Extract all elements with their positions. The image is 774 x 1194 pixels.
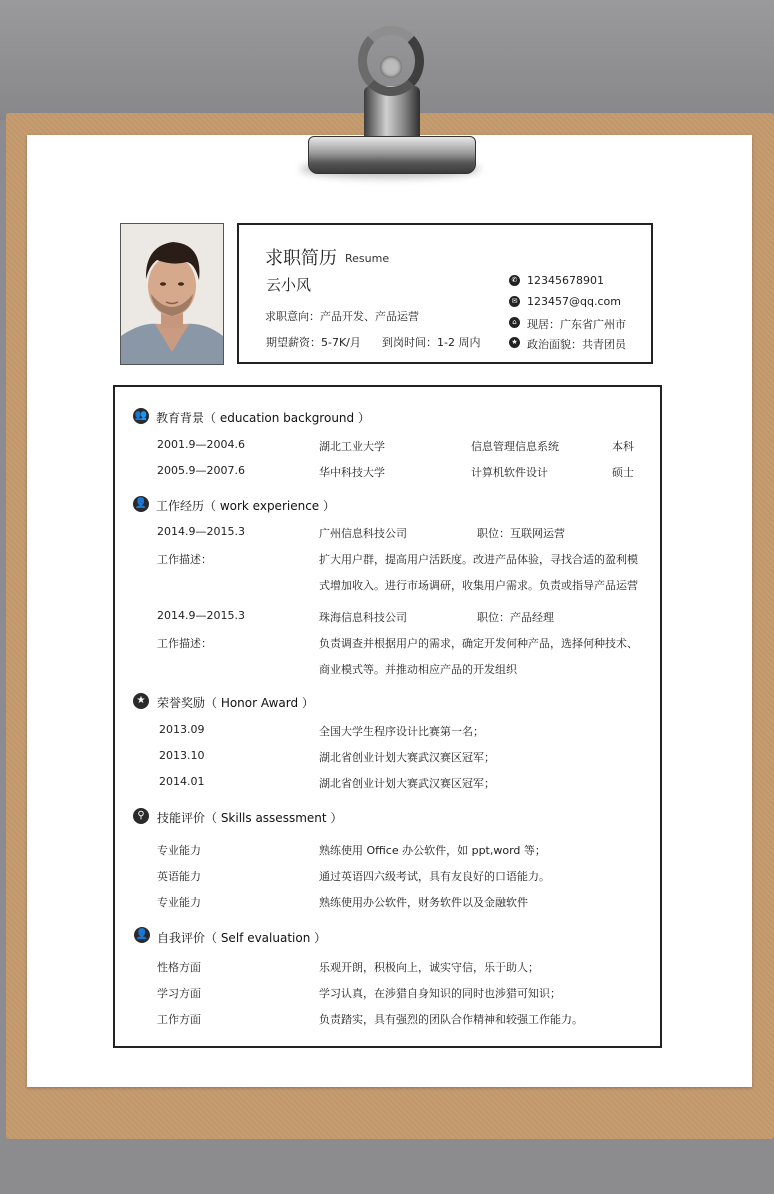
skill-label: 专业能力 [157, 896, 201, 909]
honor-text: 全国大学生程序设计比赛第一名； [319, 725, 484, 738]
edu-school: 湖北工业大学 [319, 440, 385, 453]
honor-date: 2013.10 [159, 749, 205, 762]
people-icon: 👥 [133, 408, 149, 424]
section-title-honor: 荣誉奖励（ Honor Award ） [157, 696, 314, 710]
skill-text: 熟练使用办公软件，财务软件以及金融软件 [319, 896, 528, 909]
binder-clip [308, 136, 476, 174]
edu-period: 2001.9—2004.6 [157, 438, 245, 451]
section-title-skills: 技能评价（ Skills assessment ） [157, 811, 343, 825]
search-icon: ⚲ [133, 808, 149, 824]
self-label: 学习方面 [157, 987, 201, 1000]
work-period: 2014.9—2015.3 [157, 609, 245, 622]
skill-text: 熟练使用 Office 办公软件，如 ppt,word 等； [319, 844, 546, 857]
resume-title-en: Resume [345, 252, 390, 265]
profile-photo [120, 223, 224, 365]
honor-date: 2013.09 [159, 723, 205, 736]
work-position: 职位：互联网运营 [477, 527, 565, 540]
honor-text: 湖北省创业计划大赛武汉赛区冠军； [319, 751, 495, 764]
award-star-icon: ★ [133, 693, 149, 709]
contact-political: 政治面貌：共青团员 [527, 338, 626, 351]
clip-hole [380, 56, 402, 78]
edu-degree: 硕士 [612, 466, 634, 479]
work-desc-label: 工作描述： [157, 553, 212, 566]
self-label: 性格方面 [157, 961, 201, 974]
arrival-time: 到岗时间：1-2 周内 [382, 336, 481, 349]
section-title-self: 自我评价（ Self evaluation ） [157, 931, 327, 945]
edu-school: 华中科技大学 [319, 466, 385, 479]
star-icon: ★ [509, 337, 520, 348]
self-text: 学习认真，在涉猎自身知识的同时也涉猎可知识； [319, 987, 561, 1000]
phone-icon: ✆ [509, 275, 520, 286]
content-box [113, 385, 662, 1048]
self-text: 负责踏实，具有强烈的团队合作精神和较强工作能力。 [319, 1013, 583, 1026]
skill-text: 通过英语四六级考试，具有友良好的口语能力。 [319, 870, 550, 883]
work-desc-line: 商业模式等。并推动相应产品的开发组织 [319, 663, 517, 676]
self-text: 乐观开朗，积极向上，诚实守信，乐于助人； [319, 961, 539, 974]
honor-text: 湖北省创业计划大赛武汉赛区冠军； [319, 777, 495, 790]
candidate-name: 云小风 [266, 276, 312, 294]
skill-label: 英语能力 [157, 870, 201, 883]
work-desc-label: 工作描述： [157, 637, 212, 650]
work-company: 广州信息科技公司 [319, 527, 407, 540]
contact-email: 123457@qq.com [527, 295, 621, 308]
contact-location: 现居：广东省广州市 [527, 318, 626, 331]
work-position: 职位：产品经理 [477, 611, 554, 624]
person-icon: 👤 [133, 496, 149, 512]
honor-date: 2014.01 [159, 775, 205, 788]
portrait-illustration [121, 224, 223, 364]
edu-degree: 本科 [612, 440, 634, 453]
location-icon: ⌂ [509, 317, 520, 328]
user-icon: 👤 [134, 927, 150, 943]
email-icon: ✉ [509, 296, 520, 307]
skill-label: 专业能力 [157, 844, 201, 857]
resume-title: 求职简历 [265, 248, 337, 269]
job-intent: 求职意向：产品开发、产品运营 [265, 310, 419, 323]
work-period: 2014.9—2015.3 [157, 525, 245, 538]
work-desc-line: 扩大用户群，提高用户活跃度。改进产品体验，寻找合适的盈利模 [319, 553, 638, 566]
section-title-work: 工作经历（ work experience ） [156, 499, 335, 513]
work-desc-line: 负责调查并根据用户的需求，确定开发何种产品，选择何种技术、 [319, 637, 638, 650]
edu-period: 2005.9—2007.6 [157, 464, 245, 477]
work-desc-line: 式增加收入。进行市场调研，收集用户需求。负责或指导产品运营 [319, 579, 638, 592]
expected-salary: 期望薪资：5-7K/月 [266, 336, 361, 349]
edu-major: 信息管理信息系统 [471, 440, 559, 453]
edu-major: 计算机软件设计 [471, 466, 548, 479]
section-title-education: 教育背景（ education background ） [156, 411, 370, 425]
self-label: 工作方面 [157, 1013, 201, 1026]
contact-phone: 12345678901 [527, 274, 604, 287]
work-company: 珠海信息科技公司 [319, 611, 407, 624]
